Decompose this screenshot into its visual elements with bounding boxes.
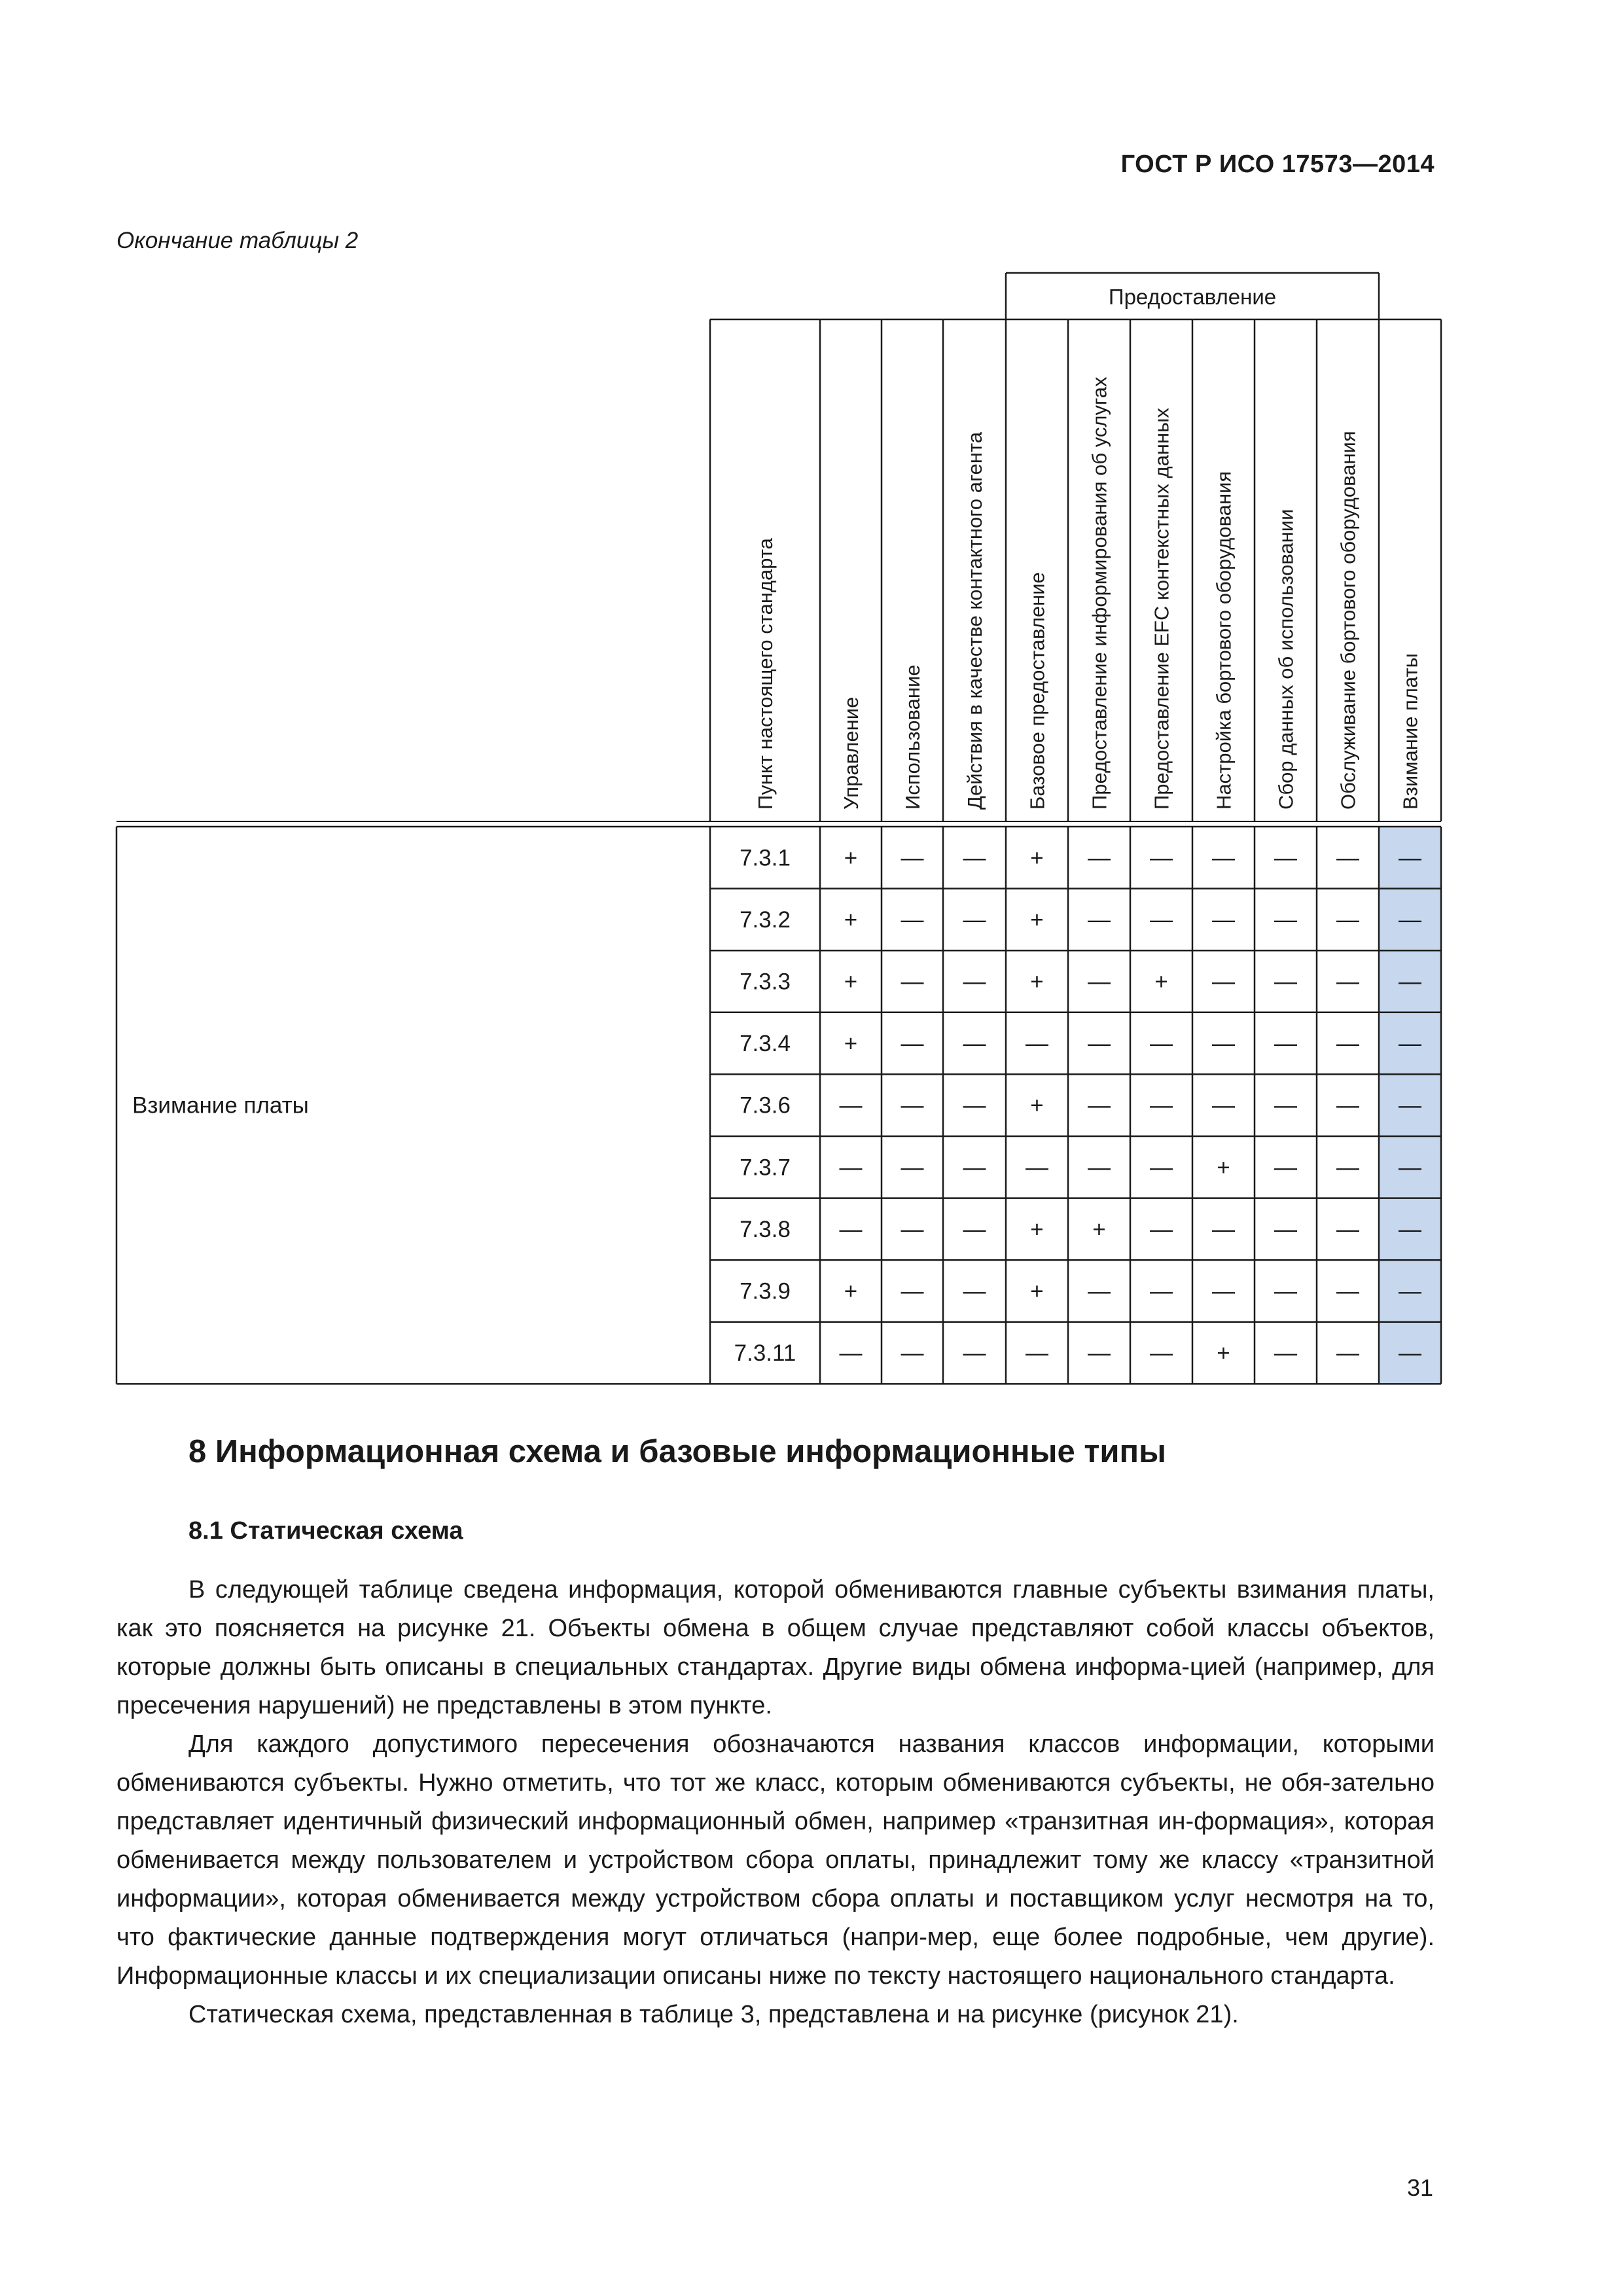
mark-cell: + (844, 969, 858, 995)
mark-cell: — (1274, 1340, 1297, 1367)
mark-cell: — (901, 1278, 924, 1304)
clause-cell: 7.3.3 (740, 969, 791, 995)
document-code: ГОСТ Р ИСО 17573—2014 (1120, 151, 1435, 178)
mark-cell: — (963, 969, 986, 995)
paragraph: В следующей таблице сведена информация, которой обмениваются главные субъекты взимания платы, как это поясняется на рисунке 21. Объекты обмена в общем случае представляют собой классы объектов, которые должны быть описаны в специальных стандартах. Другие виды обмена информа-цией (например, для пресечения нарушений) не представлены в этом пункте. (116, 1576, 1435, 1719)
mark-cell: — (1274, 1031, 1297, 1057)
mark-cell: — (1088, 1340, 1111, 1367)
mark-cell: — (1212, 1031, 1235, 1057)
mark-cell: — (963, 1092, 986, 1119)
mark-cell: — (963, 1278, 986, 1304)
column-header-label: Действия в качестве контактного агента (963, 431, 986, 810)
mark-cell: — (1212, 1092, 1235, 1119)
column-header-label: Настройка бортового оборудования (1212, 471, 1236, 810)
mark-cell: — (1336, 1155, 1359, 1181)
mark-cell: — (901, 1031, 924, 1057)
mark-cell: — (1336, 1340, 1359, 1367)
mark-cell: + (1030, 969, 1044, 995)
mark-cell: — (1274, 906, 1297, 933)
mark-cell: — (839, 1216, 863, 1242)
mark-cell: — (1026, 1340, 1048, 1367)
mark-cell: + (1030, 845, 1044, 871)
mark-cell: — (1399, 1216, 1421, 1242)
mark-cell: — (1212, 1216, 1235, 1242)
column-header-label: Пункт настоящего стандарта (754, 538, 777, 810)
mark-cell: + (844, 1278, 858, 1304)
mark-cell: — (1088, 969, 1111, 995)
mark-cell: — (1088, 1031, 1111, 1057)
mark-cell: — (1150, 1092, 1173, 1119)
mark-cell: — (839, 1092, 863, 1119)
mark-cell: — (1150, 1031, 1173, 1057)
paragraph: Статическая схема, представленная в таблице 3, представлена и на рисунке (рисунок 21). (188, 2001, 1239, 2028)
mark-cell: — (901, 1092, 924, 1119)
mark-cell: — (1212, 969, 1235, 995)
mark-cell: — (1336, 1216, 1359, 1242)
clause-cell: 7.3.11 (734, 1340, 796, 1367)
mark-cell: — (1088, 1092, 1111, 1119)
mark-cell: — (1274, 969, 1297, 995)
mark-cell: — (901, 1340, 924, 1367)
mark-cell: — (1274, 1092, 1297, 1119)
column-header-label: Обслуживание бортового оборудования (1336, 431, 1360, 810)
column-header-label: Предоставление информирования об услугах (1088, 376, 1111, 810)
mark-cell: — (901, 906, 924, 933)
clause-cell: 7.3.2 (740, 906, 791, 933)
mark-cell: + (1092, 1216, 1106, 1242)
mark-cell: — (1336, 1092, 1359, 1119)
mark-cell: — (1026, 1155, 1048, 1181)
mark-cell: — (963, 1031, 986, 1057)
clause-cell: 7.3.7 (740, 1155, 791, 1181)
subsection-title: 8.1 Статическая схема (188, 1517, 463, 1545)
mark-cell: — (1150, 906, 1173, 933)
mark-cell: — (901, 1216, 924, 1242)
mark-cell: — (963, 1155, 986, 1181)
mark-cell: — (1399, 1278, 1421, 1304)
column-header-label: Использование (901, 664, 924, 810)
mark-cell: — (1399, 906, 1421, 933)
mark-cell: — (839, 1155, 863, 1181)
mark-cell: — (1399, 1092, 1421, 1119)
mark-cell: — (963, 906, 986, 933)
mark-cell: — (1399, 845, 1421, 871)
column-header-label: Управление (840, 696, 863, 810)
mark-cell: + (844, 845, 858, 871)
mark-cell: — (1274, 1216, 1297, 1242)
mark-cell: — (901, 969, 924, 995)
mark-cell: — (1150, 1340, 1173, 1367)
mark-cell: — (1274, 1278, 1297, 1304)
mark-cell: + (844, 906, 858, 933)
clause-cell: 7.3.4 (740, 1031, 791, 1057)
page-number: 31 (1406, 2174, 1433, 2201)
mark-cell: — (1150, 1155, 1173, 1181)
section-title: 8 Информационная схема и базовые информационные типы (188, 1434, 1166, 1469)
mark-cell: — (1212, 1278, 1235, 1304)
mark-cell: + (1217, 1340, 1230, 1367)
column-header-label: Сбор данных об использовании (1274, 509, 1298, 810)
mark-cell: — (901, 845, 924, 871)
mark-cell: — (1336, 906, 1359, 933)
column-header-label: Базовое предоставление (1026, 572, 1049, 810)
clause-cell: 7.3.6 (740, 1092, 791, 1119)
clause-cell: 7.3.9 (740, 1278, 791, 1304)
table-caption: Окончание таблицы 2 (116, 228, 359, 253)
mark-cell: — (1336, 845, 1359, 871)
mark-cell: — (1399, 969, 1421, 995)
mark-cell: — (1088, 1278, 1111, 1304)
mark-cell: + (1030, 1278, 1044, 1304)
mark-cell: + (1154, 969, 1168, 995)
mark-cell: — (1274, 845, 1297, 871)
mark-cell: — (1274, 1155, 1297, 1181)
mark-cell: — (1336, 969, 1359, 995)
mark-cell: — (1088, 906, 1111, 933)
mark-cell: + (1217, 1155, 1230, 1181)
mark-cell: — (963, 1340, 986, 1367)
row-group-label: Взимание платы (132, 1092, 309, 1119)
mark-cell: — (839, 1340, 863, 1367)
column-header-label: Взимание платы (1399, 653, 1422, 810)
mark-cell: — (1150, 1216, 1173, 1242)
mark-cell: + (1030, 1216, 1044, 1242)
mark-cell: + (1030, 1092, 1044, 1119)
mark-cell: — (1399, 1155, 1421, 1181)
column-header-label: Предоставление EFC контекстных данных (1150, 408, 1173, 810)
mark-cell: — (963, 845, 986, 871)
clause-cell: 7.3.1 (740, 845, 791, 871)
mark-cell: — (1150, 1278, 1173, 1304)
mark-cell: + (1030, 906, 1044, 933)
mark-cell: — (1212, 845, 1235, 871)
mark-cell: — (1088, 845, 1111, 871)
mark-cell: — (963, 1216, 986, 1242)
mark-cell: — (1088, 1155, 1111, 1181)
mark-cell: — (1399, 1340, 1421, 1367)
mark-cell: — (1150, 845, 1173, 871)
mark-cell: — (1336, 1031, 1359, 1057)
group-header-label: Предоставление (1108, 285, 1277, 309)
paragraph: Для каждого допустимого пересечения обозначаются названия классов информации, которыми обмениваются субъекты. Нужно отметить, что тот же класс, которым обмениваются субъекты, не обя-зательно представляет идентичный физический информационный обмен, например «транзитная ин-формация», которая обменивается между пользователем и устройством сбора оплаты, принадлежит тому же классу «транзитной информации», которая обменивается между устройством сбора оплаты и поставщиком услуг несмотря на то, что фактические данные подтверждения могут отличаться (напри-мер, еще более подробные, чем другие). Информационные классы и их специализации описаны ниже по тексту настоящего национального стандарта. (116, 1731, 1435, 1990)
mark-cell: — (1336, 1278, 1359, 1304)
mark-cell: + (844, 1031, 858, 1057)
mark-cell: — (1399, 1031, 1421, 1057)
mark-cell: — (901, 1155, 924, 1181)
body-text (116, 1571, 1435, 2034)
clause-cell: 7.3.8 (740, 1216, 791, 1242)
mark-cell: — (1026, 1031, 1048, 1057)
mark-cell: — (1212, 906, 1235, 933)
